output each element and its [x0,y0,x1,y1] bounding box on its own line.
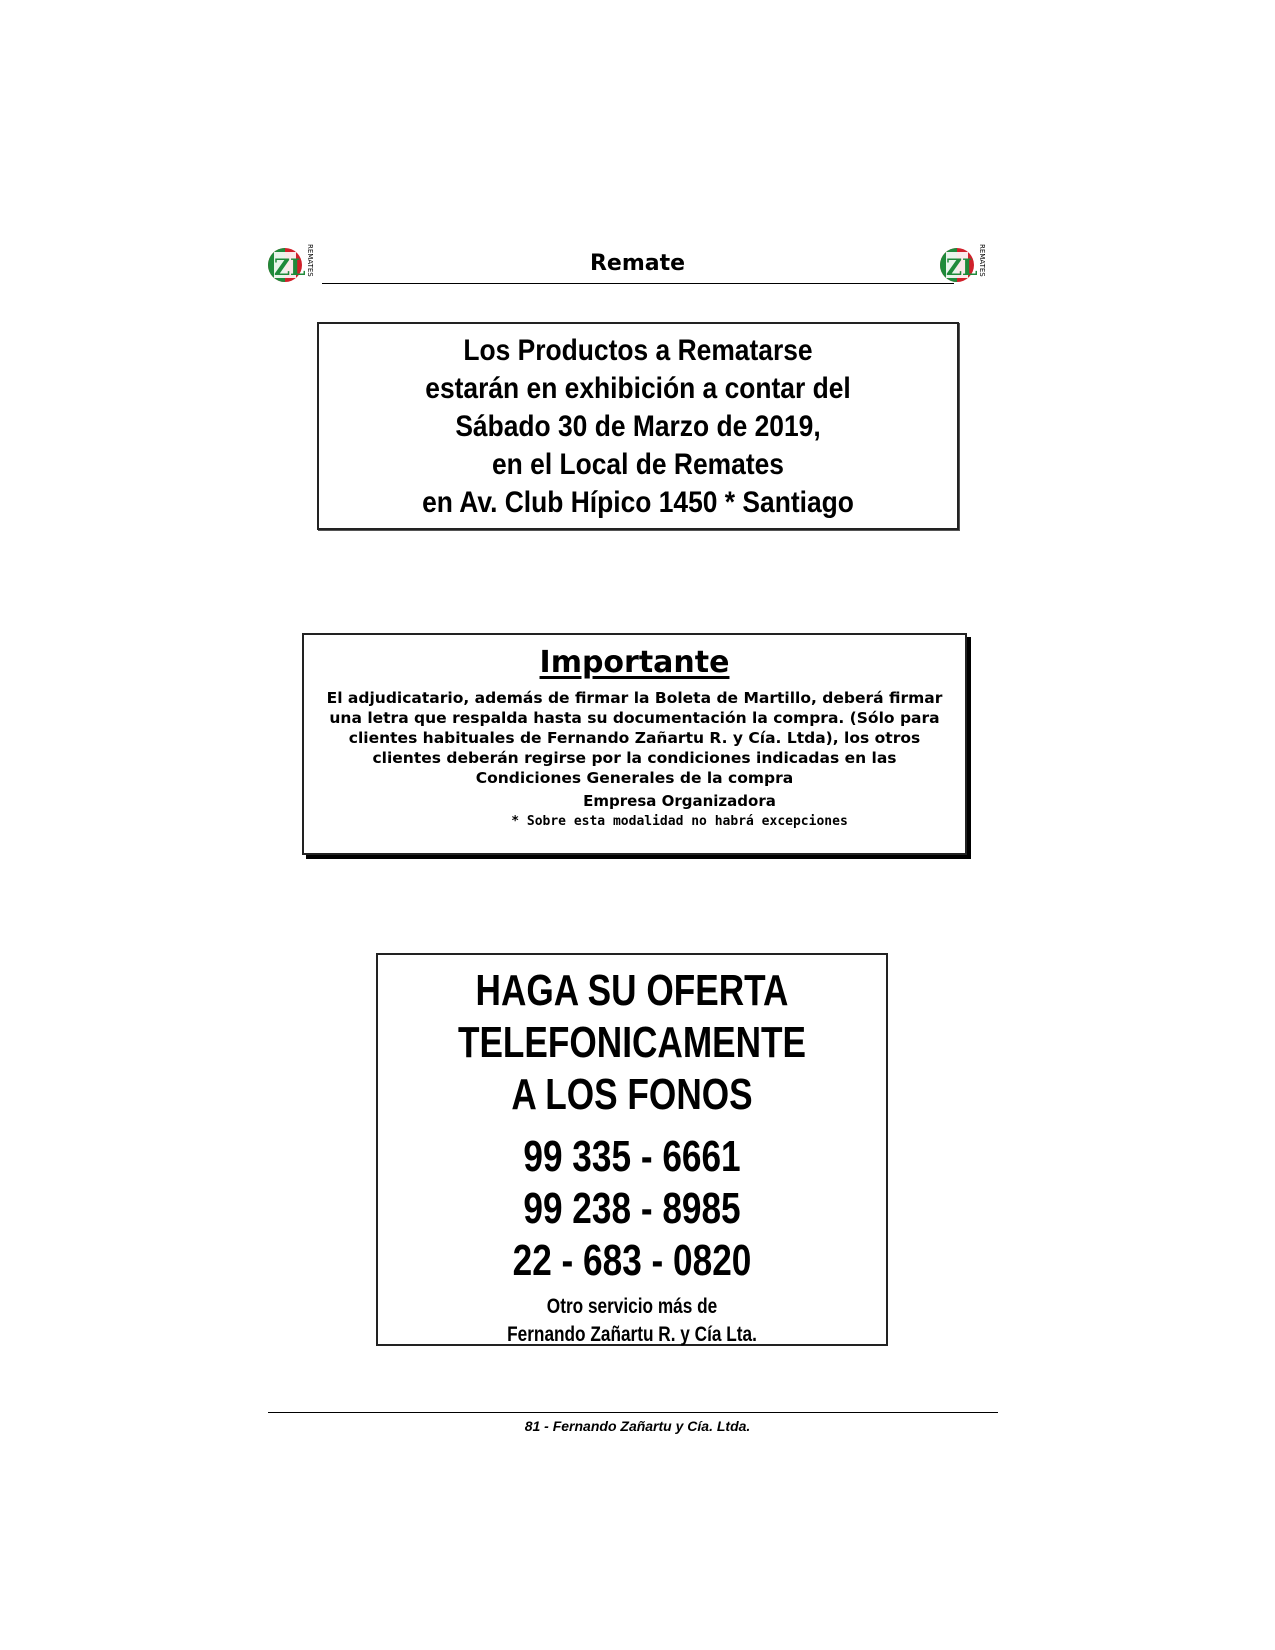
exhibition-line: estarán en exhibición a contar del [425,372,851,405]
exhibition-notice-box [317,322,959,530]
offer-line: HAGA SU OFERTA [475,966,789,1015]
logo-initials: ZL [946,255,978,281]
phone-number: 99 335 - 6661 [523,1132,741,1181]
offer-line: TELEFONICAMENTE [457,1018,807,1067]
phone-number: 22 - 683 - 0820 [512,1236,752,1285]
exhibition-line: Los Productos a Rematarse [463,334,813,367]
page-footer: 81 - Fernando Zañartu y Cía. Ltda. [524,1418,751,1434]
logo-initials: ZL [274,255,306,281]
service-credit-line: Otro servicio más de [546,1295,718,1318]
exhibition-line: en el Local de Remates [492,448,784,481]
logo-caption: REMATES [306,244,314,277]
important-body: El adjudicatario, además de firmar la Boleta de Martillo, deberá firmar una letra que respalda hasta su documentación la compra. (Sólo para clientes habituales de Fernando Zañartu R. y Cía. Ltda), los otros clientes deberán regirse por la condiciones indicadas en las Condiciones Generales de la compra [326,689,943,787]
footer-divider [268,1412,998,1413]
phone-number: 99 238 - 8985 [523,1184,741,1233]
phone-offer-box [376,953,888,1346]
exhibition-line: en Av. Club Hípico 1450 * Santiago [422,486,854,519]
important-notice-box [302,633,967,855]
header-divider [322,283,954,284]
exhibition-line: Sábado 30 de Marzo de 2019, [455,410,821,443]
exception-note: * Sobre esta modalidad no habrá excepciones [511,814,848,829]
page-header-title: Remate [589,251,686,276]
organizer-label: Empresa Organizadora [583,792,776,810]
important-title: Importante [539,645,730,680]
offer-line: A LOS FONOS [511,1070,753,1119]
service-credit-line: Fernando Zañartu R. y Cía Lta. [507,1323,757,1346]
logo-caption: REMATES [978,244,986,277]
